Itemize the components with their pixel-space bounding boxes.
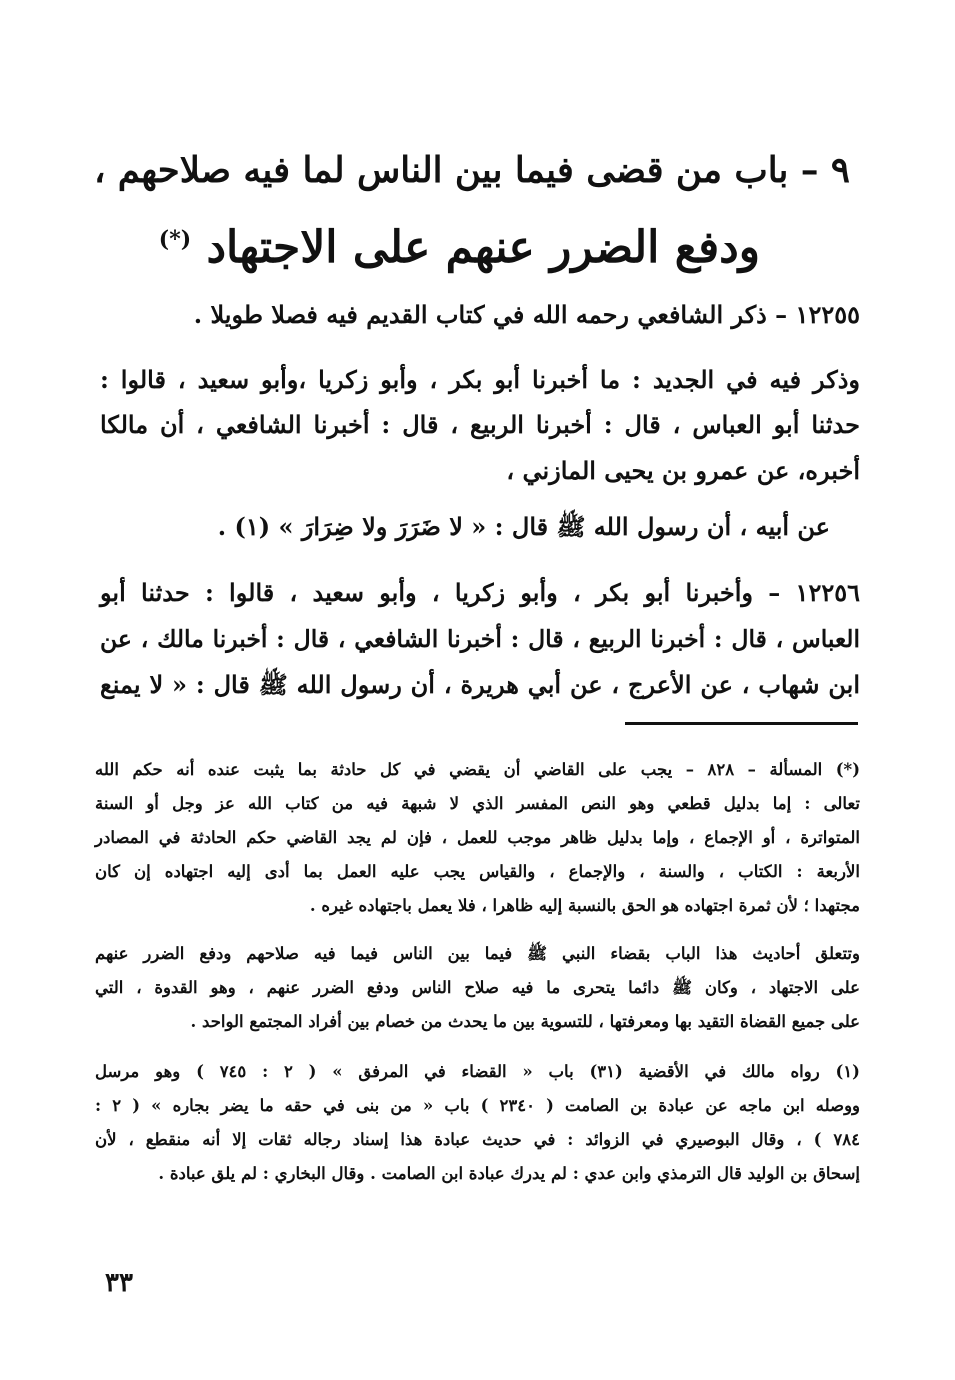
body-line-1: وذكر فيه في الجديد : ما أخبرنا أبو بكر ، وأبو زكريا ،وأبو سعيد ، قالوا : — [100, 365, 860, 394]
footnote-1-line-3: ٧٨٤ ) ، وقال البوصيري في الزوائد : في حديث عبادة هذا إسناد رجاله ثقات إلا أنه منقطع ، لأن — [95, 1130, 860, 1149]
footnote-1-line-2: ووصله ابن ماجه عن عبادة بن الصامت ( ٢٣٤٠ ) باب « من بنى في حقه ما يضر بجاره » ( ٢ : — [95, 1096, 861, 1115]
body-line-3: أخبره، عن عمرو بن يحيى المازني ، — [506, 456, 860, 485]
body-line-4: عن أبيه ، أن رسول الله ﷺ قال : « لا ضَرَرَ ولا ضِرَارَ » (١) . — [217, 512, 830, 541]
chapter-title-line-1: ٩ – باب من قضى فيما بين الناس لما فيه صلاحهم ، — [93, 150, 850, 191]
footnote-chapter-line-1: وتتعلق أحاديث هذا الباب بقضاء النبي ﷺ فيما بين الناس فيما فيه صلاحهم ودفع الضرر عنهم — [95, 944, 860, 963]
page-number: ٣٣ — [105, 1268, 133, 1298]
body-line-2: حدثنا أبو العباس ، قال : أخبرنا الربيع ، قال : أخبرنا الشافعي ، أن مالكا — [100, 410, 860, 439]
footnote-issue-line-1: (*) المسألة – ٨٢٨ – يجب على القاضي أن يقضي في كل حادثة بما يثبت عنده أنه حكم الله — [95, 760, 860, 779]
footnote-separator — [625, 722, 858, 725]
footnote-1-line-1: (١) رواه مالك في الأقضية (٣١) باب « القضاء في المرفق » ( ٢ : ٧٤٥ ) وهو مرسل — [95, 1062, 860, 1081]
footnote-issue-line-5: مجتهدا ؛ لأن ثمرة اجتهاده هو الحق بالنسبة إليه ظاهرا ، فلا يعمل باجتهاده غيره . — [309, 896, 860, 915]
footnote-issue-line-3: المتواترة ، أو الإجماع ، وإما بدليل ظاهر موجب للعمل ، فإن لم يجد القاضي حكم الحادثة في المصادر — [95, 828, 860, 847]
chapter-title-line-2 — [159, 222, 760, 275]
hadith-12255-line: ١٢٢٥٥ – ذكر الشافعي رحمه الله في كتاب القديم فيه فصلا طويلا . — [193, 300, 860, 329]
hadith-12256-line-3: ابن شهاب ، عن الأعرج ، عن أبي هريرة ، أن رسول الله ﷺ قال : « لا يمنع — [100, 670, 860, 699]
footnote-chapter-line-3: على جميع القضاة التقيد بها ومعرفتها ، للتسوية بين ما يحدث من خصام بين أفراد المجتمع الواحد . — [190, 1012, 860, 1031]
footnote-issue-line-2: تعالى : إما بدليل قطعي وهو النص المفسر الذي لا شبهة فيه من كتاب الله عز وجل أو السنة — [95, 794, 860, 813]
footnote-chapter-line-2: على الاجتهاد ، وكان ﷺ دائما يتحرى ما فيه صلاح الناس ودفع الضرر عنهم ، وهو القدوة ، التي — [95, 978, 860, 997]
hadith-12256-line-2: العباس ، قال : أخبرنا الربيع ، قال : أخبرنا الشافعي ، قال : أخبرنا مالك ، عن — [100, 625, 860, 653]
footnote-marker: (*) — [158, 226, 192, 253]
hadith-12256-line-1: ١٢٢٥٦ – وأخبرنا أبو بكر ، وأبو زكريا ، وأبو سعيد ، قالوا : حدثنا أبو — [100, 578, 860, 607]
footnote-issue-line-4: الأربعة : الكتاب ، والسنة ، والإجماع ، والقياس يجب عليه العمل بما أدى إليه اجتهاده إن كان — [95, 862, 860, 881]
footnote-1-line-4: إسحاق بن الوليد قال الترمذي وابن عدي : لم يدرك عبادة ابن الصامت . وقال البخاري : لم يلق عبادة . — [158, 1164, 860, 1183]
chapter-title-text: ودفع الضرر عنهم على الاجتهاد — [206, 222, 760, 273]
